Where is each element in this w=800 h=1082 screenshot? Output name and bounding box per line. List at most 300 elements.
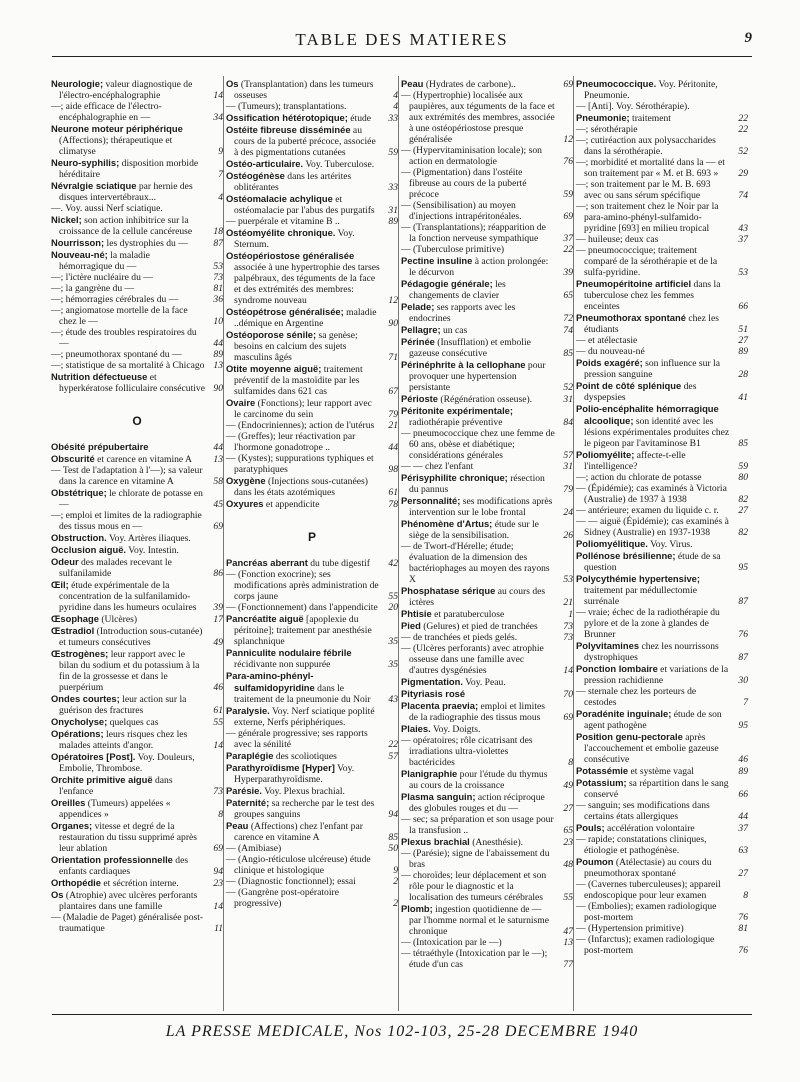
index-entry	[51, 101, 223, 123]
index-entry	[576, 538, 748, 550]
entry-page-number: 65	[563, 825, 573, 836]
entry-text: — (Cavernes tuberculeuses); appareil endoscopique pour leur examen	[576, 879, 721, 901]
entry-text: — de tranchées et pieds gelés.	[401, 632, 518, 643]
entry-text: dans les artérites oblitérantes	[234, 171, 352, 193]
index-entry	[576, 245, 748, 278]
entry-page-number: 81	[738, 923, 748, 934]
index-entry	[226, 329, 398, 363]
index-entry	[51, 294, 223, 305]
index-entry	[576, 777, 748, 800]
entry-page-number: 39	[563, 267, 573, 278]
entry-heading: Polycythémie hypertensive;	[576, 573, 701, 584]
entry-page-number: 49	[563, 780, 573, 791]
entry-heading: Phénomène d'Artus;	[401, 518, 493, 529]
entry-heading: Potassémie	[576, 765, 629, 776]
entry-heading: Ostéo-articulaire.	[226, 158, 304, 169]
entry-text: — puerpérale et vitamine B ..	[226, 216, 340, 227]
entry-page-number: 2	[393, 898, 398, 909]
entry-heading: Pellagre;	[401, 324, 441, 335]
index-entry	[576, 516, 748, 538]
index-column-4	[576, 78, 748, 956]
index-entry	[226, 820, 398, 843]
index-entry	[576, 234, 748, 245]
index-column-1	[51, 78, 223, 934]
entry-page-number: 94	[388, 809, 398, 820]
entry-page-number: 65	[563, 290, 573, 301]
entry-text: — huileuse; deux cas	[576, 234, 659, 245]
index-entry	[51, 820, 223, 854]
entry-heading: Orchite primitive aiguë	[51, 774, 153, 785]
entry-page-number: 31	[563, 461, 573, 472]
entry-page-number: 20	[388, 602, 398, 613]
entry-heading: Polio-encéphalite hémorragique alcoolique;	[576, 403, 719, 426]
entry-text: — de Twort-d'Hérelle; étude; évaluation de la dimension des bactériophages au moyen des rayons X	[401, 541, 550, 585]
index-entry	[576, 901, 748, 923]
entry-heading: Phtisie	[401, 608, 432, 619]
index-entry	[401, 428, 573, 461]
entry-page-number: 82	[738, 527, 748, 538]
entry-text: et sécrétion interne.	[101, 878, 179, 889]
entry-heading: Pityriasis rosé	[401, 688, 466, 699]
entry-text: —; emploi et limites de la radiographie des tissus mous en —	[51, 510, 202, 532]
entry-page-number: 98	[388, 464, 398, 475]
entry-text: ses modifications après intervention sur le lobe frontal	[409, 496, 553, 518]
entry-text: — (Tuberculose primitive)	[401, 244, 505, 255]
entry-page-number: 66	[738, 301, 748, 312]
index-entry	[576, 449, 748, 472]
index-entry	[226, 762, 398, 785]
entry-page-number: 73	[213, 272, 223, 283]
index-entry	[576, 663, 748, 686]
entry-heading: Paternité;	[226, 797, 270, 808]
index-entry	[226, 397, 398, 420]
entry-text: — (Maladie de Paget) généralisée post-traumatique	[51, 912, 204, 934]
entry-page-number: 4	[218, 192, 223, 203]
index-entry	[51, 510, 223, 532]
index-entry	[401, 145, 573, 167]
index-entry	[226, 569, 398, 602]
entry-text: —; son traitement par le M. B. 693 avec ou sans sérum spécifique	[576, 179, 711, 201]
entry-page-number: 21	[563, 597, 573, 608]
entry-heading: Plaies.	[401, 723, 431, 734]
entry-page-number: 82	[738, 494, 748, 505]
index-entry	[401, 90, 573, 145]
entry-heading: Pigmentation.	[401, 676, 463, 687]
entry-page-number: 30	[738, 675, 748, 686]
entry-heading: Peau	[226, 820, 249, 831]
index-entry	[576, 765, 748, 777]
index-entry	[51, 774, 223, 797]
entry-heading: Obstétrique;	[51, 487, 107, 498]
entry-page-number: 61	[388, 487, 398, 498]
entry-heading: Ostéoporose sénile;	[226, 329, 317, 340]
entry-page-number: 59	[738, 461, 748, 472]
index-entry	[226, 843, 398, 854]
entry-page-number: 73	[213, 786, 223, 797]
entry-heading: Plomb;	[401, 903, 433, 914]
entry-text: vitesse et degré de la restauration du tissu supprimé après leur ablation	[59, 821, 198, 854]
entry-page-number: 76	[738, 912, 748, 923]
column-divider	[573, 76, 574, 1011]
entry-page-number: 12	[388, 295, 398, 306]
entry-page-number: 70	[563, 689, 573, 700]
index-entry	[226, 613, 398, 647]
entry-text: disposition morbide héréditaire	[59, 158, 199, 180]
entry-text: — vraie; échec de la radiothérapie du pylore et de la zone à glandes de Brunner	[576, 607, 720, 640]
entry-page-number: 69	[213, 521, 223, 532]
entry-page-number: 69	[213, 843, 223, 854]
entry-heading: Paralysie.	[226, 705, 270, 716]
entry-page-number: 13	[563, 937, 573, 948]
entry-heading: Ostéopériostose généralisée	[226, 250, 355, 261]
index-entry	[226, 227, 398, 250]
entry-text: — opératoires; rôle cicatrisant des irradiations ultra-violettes bactéricides	[401, 735, 533, 768]
index-entry	[226, 216, 398, 227]
entry-text: quelques cas	[107, 717, 159, 728]
entry-text: —; étude des troubles respiratoires du —	[51, 327, 197, 349]
entry-page-number: 87	[738, 596, 748, 607]
entry-heading: Périoste	[401, 393, 438, 404]
entry-text: (Introduction sous-cutanée) et tumeurs consécutives	[59, 626, 203, 648]
index-entry	[401, 495, 573, 518]
entry-text: (Ulcères)	[98, 614, 138, 625]
entry-text: et hyperkératose folliculaire consécutive	[59, 372, 205, 394]
entry-page-number: 53	[213, 261, 223, 272]
entry-heading: Ossification hétérotopique;	[226, 112, 348, 123]
entry-page-number: 81	[213, 283, 223, 294]
entry-page-number: 80	[738, 472, 748, 483]
index-entry	[51, 613, 223, 625]
entry-text: — tétraéthyle (Intoxication par le —); étude d'un cas	[401, 948, 548, 970]
entry-page-number: 69	[563, 211, 573, 222]
entry-page-number: 37	[563, 233, 573, 244]
index-entry	[401, 700, 573, 723]
entry-heading: Organes;	[51, 820, 93, 831]
index-entry	[576, 157, 748, 179]
index-entry	[226, 431, 398, 453]
entry-page-number: 61	[213, 705, 223, 716]
index-entry	[401, 948, 573, 970]
entry-text: (Injections sous-cutanées) dans les états azotémiques	[234, 476, 368, 498]
entry-heading: Neurologie;	[51, 78, 104, 89]
entry-page-number: 89	[738, 346, 748, 357]
index-entry	[576, 101, 748, 112]
entry-text: (Fonctions); leur rapport avec le carcinome du sein	[234, 398, 372, 420]
entry-page-number: 47	[563, 926, 573, 937]
index-entry	[576, 934, 748, 956]
index-entry	[401, 791, 573, 814]
entry-text: — — aiguë (Épidémie); cas examinés à Sidney (Australie) en 1937-1938	[576, 516, 729, 538]
entry-heading: Ondes courtes;	[51, 693, 120, 704]
entry-page-number: 35	[388, 659, 398, 670]
index-entry	[576, 640, 748, 663]
entry-text: (Atrophie) avec ulcères perforants plantaires dans une famille	[59, 890, 198, 912]
entry-heading: Névralgie sciatique	[51, 180, 137, 191]
entry-page-number: 87	[213, 238, 223, 249]
entry-text: — antérieure; examen du liquide c. r.	[576, 505, 719, 516]
entry-text: sa répartition dans le sang conservé	[584, 778, 729, 800]
entry-text: — (Ulcères perforants) avec atrophie osseuse dans une famille avec d'autres dysgénésies	[401, 643, 544, 676]
entry-text: et paratuberculose	[431, 609, 505, 620]
index-entry	[576, 357, 748, 380]
entry-text: — (Hypervitaminisation locale); son action en dermatologie	[401, 145, 542, 167]
entry-text: traitement par médullectomie surrénale	[584, 585, 697, 607]
entry-heading: Pouls;	[576, 822, 605, 833]
entry-text: [apoplexie du péritoine]; traitement par anesthésie splanchnique	[234, 614, 372, 647]
index-entry	[576, 800, 748, 822]
entry-page-number: 85	[388, 832, 398, 843]
entry-text: le chlorate de potasse en —	[59, 488, 203, 510]
entry-text: —; cutiréaction aux polysaccharides dans la sérothérapie.	[576, 135, 716, 157]
entry-page-number: 34	[213, 112, 223, 123]
index-entry	[576, 834, 748, 856]
entry-page-number: 53	[563, 574, 573, 585]
index-entry	[401, 870, 573, 903]
entry-text: (Gelures) et pied de tranchées	[420, 621, 538, 632]
entry-heading: Pelade;	[401, 301, 435, 312]
index-entry	[576, 201, 748, 234]
index-entry	[576, 879, 748, 901]
entry-page-number: 76	[738, 945, 748, 956]
entry-text: leur rapport avec le bilan du sodium et du potassium à la fin de la grossesse et dans le puerpérium	[59, 649, 200, 693]
entry-text: Voy. Virus.	[647, 539, 693, 550]
index-entry	[401, 324, 573, 336]
entry-text: —; statistique de sa mortalité à Chicago	[51, 360, 205, 371]
entry-page-number: 85	[738, 438, 748, 449]
index-entry	[51, 751, 223, 774]
entry-page-number: 45	[213, 499, 223, 510]
entry-text: — (Tumeurs); transplantations.	[226, 101, 347, 112]
entry-text: — [Anti]. Voy. Sérothérapie).	[576, 101, 690, 112]
entry-page-number: 13	[213, 360, 223, 371]
entry-page-number: 13	[213, 454, 223, 465]
entry-heading: Neurone moteur périphérique	[51, 123, 183, 134]
index-entry	[51, 453, 223, 465]
entry-page-number: 58	[213, 476, 223, 487]
entry-text: — (Infarctus); examen radiologique post-mortem	[576, 934, 715, 956]
entry-page-number: 24	[563, 507, 573, 518]
entry-text: des dyspepsies	[584, 381, 697, 403]
entry-page-number: 1	[568, 609, 573, 620]
index-entry	[401, 278, 573, 301]
entry-text: — (Transplantations); réapparition de la fonction nerveuse sympathique	[401, 222, 546, 244]
entry-text: étude sur le siège de la sensibilisation.	[409, 519, 539, 541]
entry-page-number: 22	[738, 113, 748, 124]
entry-heading: Opératoires [Post].	[51, 751, 136, 762]
index-column-2	[226, 78, 398, 909]
entry-page-number: 11	[214, 923, 223, 934]
index-entry	[401, 643, 573, 676]
index-entry	[576, 708, 748, 731]
entry-page-number: 50	[388, 843, 398, 854]
index-entry	[51, 854, 223, 877]
entry-page-number: 33	[388, 182, 398, 193]
entry-heading: Poumon	[576, 856, 614, 867]
entry-text: maladie ..démique en Argentine	[234, 307, 377, 329]
index-entry	[226, 170, 398, 193]
index-entry	[226, 193, 398, 216]
entry-text: — (Amibiase)	[226, 843, 282, 854]
entry-text: Voy. Hyperparathyroïdisme.	[234, 763, 355, 785]
index-entry	[226, 250, 398, 306]
entry-text: les dystrophies du —	[104, 238, 188, 249]
entry-text: — générale progressive; ses rapports avec la sénilité	[226, 728, 368, 750]
entry-text: — rapide; constatations cliniques, étiologie et pathogénèse.	[576, 834, 707, 856]
entry-text: par hernie des disques intervertébraux...	[59, 181, 193, 203]
index-entry	[226, 797, 398, 820]
entry-page-number: 43	[738, 223, 748, 234]
index-entry	[226, 705, 398, 728]
entry-text: traitement préventif de la mastoïdite par les sulfamides dans 621 cas	[234, 364, 363, 397]
entry-heading: Pédagogie générale;	[401, 278, 493, 289]
entry-text: la maladie hémorragique du —	[59, 250, 150, 272]
entry-page-number: 36	[213, 294, 223, 305]
entry-text: après l'accouchement et embolie gazeuse consécutive	[584, 732, 719, 765]
index-entry	[51, 693, 223, 716]
entry-text: Voy. Péritonite, Pneumonie.	[584, 79, 718, 101]
index-entry	[226, 647, 398, 670]
entry-text: — sec; sa préparation et son usage pour la transfusion ..	[401, 814, 554, 836]
entry-heading: Neuro-syphilis;	[51, 157, 120, 168]
entry-heading: Orientation professionnelle	[51, 854, 173, 865]
entry-page-number: 18	[213, 226, 223, 237]
entry-heading: Pollénose brésilienne;	[576, 550, 676, 561]
entry-heading: Orthopédie	[51, 877, 102, 888]
index-entry	[401, 336, 573, 359]
index-entry	[51, 889, 223, 912]
entry-page-number: 67	[388, 386, 398, 397]
index-entry	[576, 135, 748, 157]
index-entry	[401, 814, 573, 836]
entry-page-number: 41	[738, 392, 748, 403]
entry-text: valeur diagnostique de l'électro-encéphalographie	[59, 79, 193, 101]
entry-text: Voy. Artères iliaques.	[106, 533, 191, 544]
entry-text: —; morbidité et mortalité dans la — et son traitement par « M. et B. 693 »	[576, 157, 725, 179]
entry-page-number: 35	[388, 636, 398, 647]
entry-text: — (Sensibilisation) au moyen d'injections intrapéritonéales.	[401, 200, 522, 222]
index-entry	[226, 78, 398, 101]
index-entry	[576, 112, 748, 124]
entry-heading: Obscurité	[51, 453, 95, 464]
index-entry	[226, 670, 398, 705]
index-entry	[226, 101, 398, 112]
entry-page-number: 94	[213, 866, 223, 877]
entry-heading: Os	[51, 889, 64, 900]
entry-page-number: 69	[563, 712, 573, 723]
index-entry	[51, 532, 223, 544]
entry-page-number: 27	[563, 803, 573, 814]
index-entry	[51, 349, 223, 360]
index-entry	[51, 648, 223, 693]
entry-heading: Obésité prépubertaire	[51, 441, 149, 452]
entry-heading: Position genu-pectorale	[576, 731, 683, 742]
index-entry	[51, 465, 223, 487]
index-entry	[51, 728, 223, 751]
index-entry	[51, 625, 223, 648]
index-entry	[576, 550, 748, 573]
entry-page-number: 7	[743, 697, 748, 708]
entry-text: et variations de la pression rachidienne	[584, 664, 729, 686]
entry-text: (Hydrates de carbone)..	[423, 79, 516, 90]
entry-page-number: 12	[563, 134, 573, 145]
entry-heading: Potassium;	[576, 777, 627, 788]
entry-text: — (Endocriniennes); action de l'utérus	[226, 420, 375, 431]
entry-text: — (Fonction exocrine); ses modifications après administration de corps jaune	[226, 569, 379, 602]
index-entry	[576, 335, 748, 346]
index-entry	[576, 923, 748, 934]
entry-text: accélération volontaire	[604, 823, 695, 834]
entry-heading: Obstruction.	[51, 532, 107, 543]
index-entry	[51, 272, 223, 283]
entry-heading: Odeur	[51, 556, 79, 567]
entry-heading: Œsophage	[51, 613, 99, 624]
entry-heading: Nouveau-né;	[51, 249, 108, 260]
index-entry	[226, 420, 398, 431]
entry-text: dans la tuberculose chez les femmes enceintes	[584, 279, 721, 312]
entry-text: et ostéomalacie par l'abus des purgatifs	[234, 194, 375, 216]
index-entry	[51, 214, 223, 237]
entry-text: et appendicite	[263, 499, 320, 510]
index-entry	[401, 836, 573, 848]
entry-text: Voy. Tuberculose.	[303, 159, 375, 170]
entry-page-number: 89	[213, 349, 223, 360]
index-entry	[51, 327, 223, 349]
entry-heading: Panniculite nodulaire fébrile	[226, 647, 352, 658]
index-entry	[576, 124, 748, 135]
index-entry	[401, 244, 573, 255]
entry-page-number: 73	[563, 621, 573, 632]
entry-heading: Poradénite inguinale;	[576, 708, 672, 719]
index-entry	[226, 306, 398, 329]
entry-page-number: 27	[738, 335, 748, 346]
index-entry	[576, 731, 748, 765]
entry-page-number: 44	[388, 442, 398, 453]
entry-text: — (Hypertrophie) localisée aux paupières, aux téguments de la face et aux extrémités des membres, associée à une ostéopériostose presque généralisée	[401, 90, 555, 145]
entry-page-number: 9	[218, 146, 223, 157]
entry-text: résection du pannus	[409, 473, 545, 495]
index-entry	[51, 180, 223, 203]
entry-text: — et atélectasie	[576, 335, 638, 346]
entry-text: pour provoquer une hypertension persistante	[409, 360, 546, 393]
entry-page-number: 21	[388, 420, 398, 431]
entry-text: (Atélectasie) au cours du pneumothorax spontané	[584, 857, 712, 879]
index-entry	[226, 750, 398, 762]
entry-text: sa genèse; besoins en calcium des sujets masculins âgés	[234, 330, 358, 363]
index-entry	[401, 461, 573, 472]
entry-heading: Pectine insuline	[401, 255, 473, 266]
entry-text: Voy. Doigts.	[430, 724, 481, 735]
entry-page-number: 76	[738, 629, 748, 640]
entry-text: à action prolongée: le décurvon	[409, 256, 549, 278]
entry-page-number: 4	[393, 90, 398, 101]
entry-heading: Pneumothorax spontané	[576, 312, 686, 323]
entry-text: — sanguin; ses modifications dans certains états allergiques	[576, 800, 710, 822]
page-footer	[52, 1023, 752, 1041]
entry-text: traitement	[629, 113, 671, 124]
index-entry	[401, 620, 573, 632]
entry-page-number: 59	[563, 189, 573, 200]
index-entry	[401, 167, 573, 200]
entry-text: associée à une hypertrophie des tarses palpébraux, des téguments de la face et des extrémités des membres: syndrome nouveau	[234, 262, 380, 306]
entry-page-number: 4	[393, 101, 398, 112]
entry-page-number: 37	[738, 823, 748, 834]
index-entry	[576, 403, 748, 449]
index-entry	[51, 912, 223, 934]
index-entry	[401, 688, 573, 700]
entry-heading: Poliomyélite;	[576, 449, 635, 460]
entry-page-number: 8	[218, 809, 223, 820]
index-entry	[401, 903, 573, 937]
